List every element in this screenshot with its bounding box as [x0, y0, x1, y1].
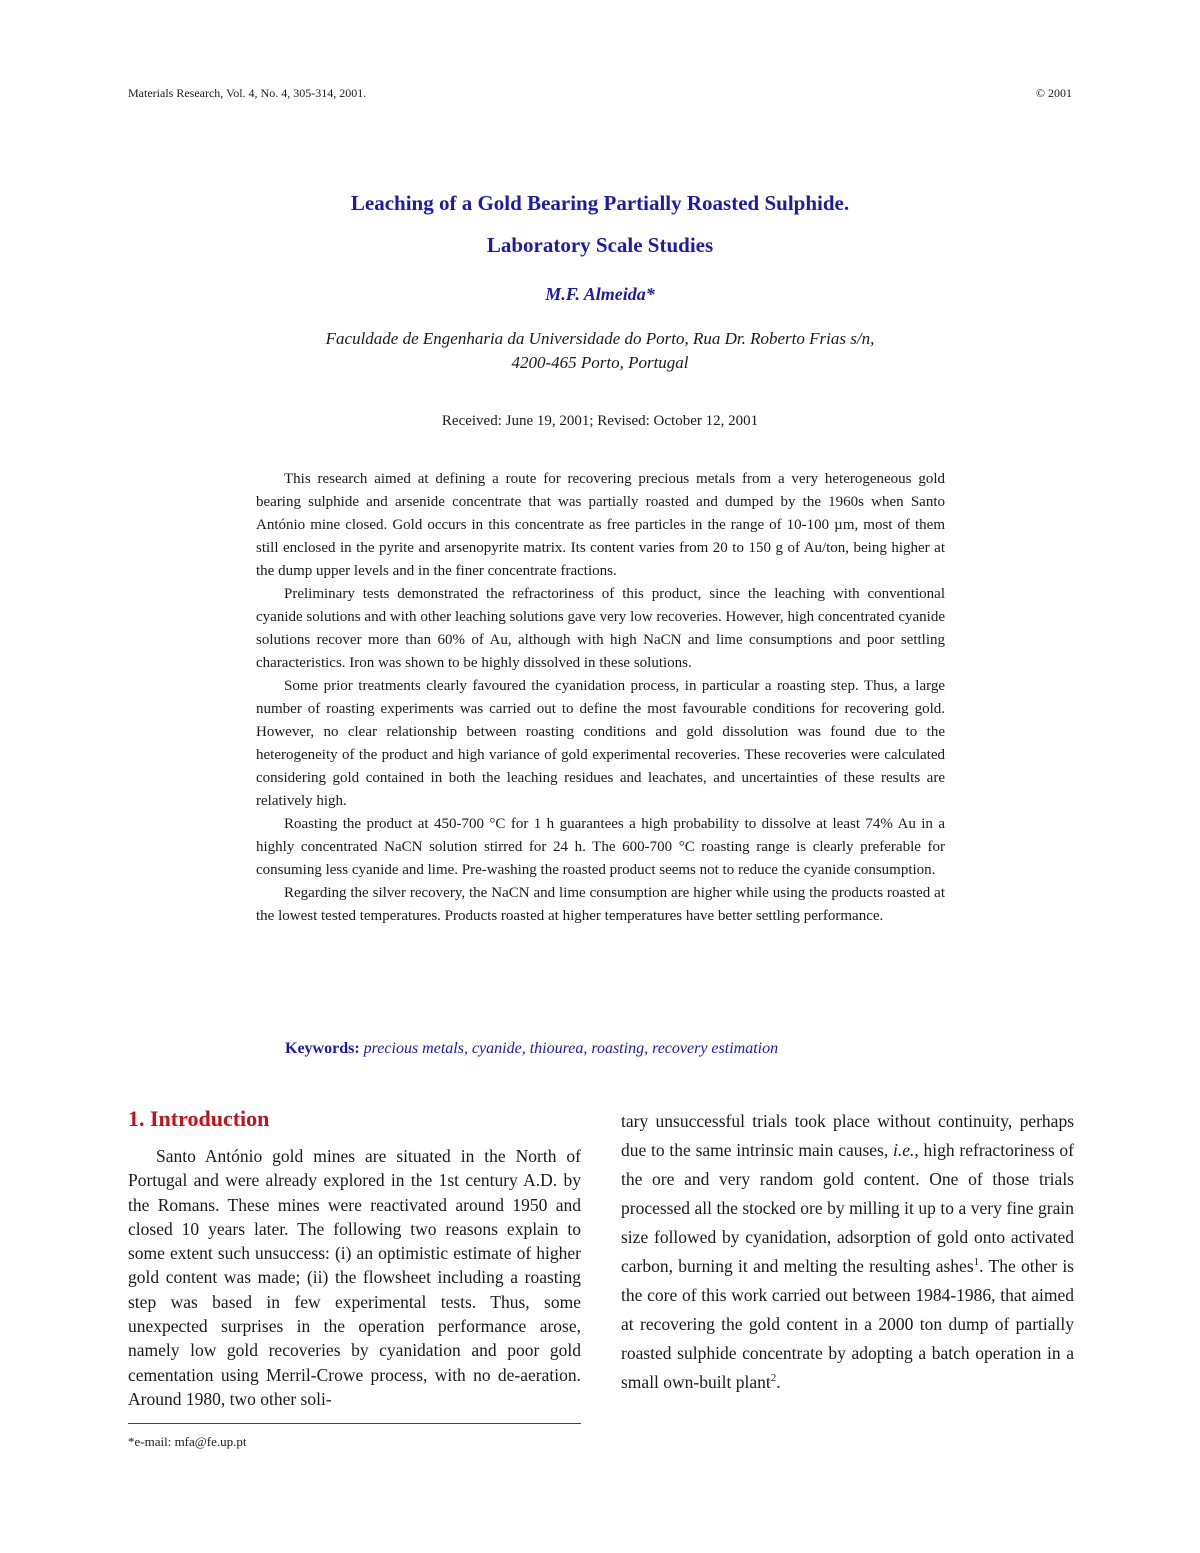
title-line-2: Laboratory Scale Studies	[486, 233, 714, 257]
footnote-divider	[128, 1423, 581, 1424]
affiliation-line-2: 4200-465 Porto, Portugal	[511, 353, 689, 372]
right-column	[621, 1107, 1074, 1397]
section-heading-introduction: 1. Introduction	[128, 1106, 270, 1131]
intro-paragraph-continued	[621, 1107, 1074, 1397]
keywords	[285, 1040, 778, 1058]
left-column	[128, 1106, 581, 1411]
reference-1: 1	[973, 1256, 980, 1269]
author-name: M.F. Almeida*	[545, 284, 655, 304]
abstract-paragraph: Roasting the product at 450-700 °C for 1 h guarantees a high probability to dissolve at least 74% Au in a highly concentrated NaCN solution stirred for 24 h. The 600-700 °C roasting range is clearly preferable for consuming less cyanide and lime. Pre-washing the roasted product seems not to reduce the cyanide consumption.	[256, 816, 945, 878]
running-header	[128, 86, 1072, 101]
footnote-email: *e-mail: mfa@fe.up.pt	[128, 1434, 247, 1449]
abstract-paragraph: Regarding the silver recovery, the NaCN and lime consumption are higher while using the products roasted at the lowest tested temperatures. Products roasted at higher temperatures have better settling performance.	[256, 885, 945, 924]
intro-text: . The other is the core of this work carried out between 1984-1986, that aimed at recovering the gold content in a 2000 ton dump of partially roasted sulphide concentrate by adopting a batch operation in a small own-built plant	[621, 1256, 1074, 1392]
intro-ie: , i.e.	[883, 1140, 915, 1160]
paper-title	[0, 182, 1200, 266]
intro-text: tary unsuccessful trials took place without continuity, perhaps due to the same intrinsic main causes	[621, 1111, 1074, 1160]
affiliation	[0, 327, 1200, 375]
reference-2: 2	[770, 1372, 777, 1385]
abstract	[256, 468, 945, 928]
submission-dates: Received: June 19, 2001; Revised: October 12, 2001	[441, 413, 759, 429]
intro-text: .	[776, 1372, 781, 1392]
affiliation-line-1: Faculdade de Engenharia da Universidade do Porto, Rua Dr. Roberto Frias s/n,	[325, 329, 875, 348]
keywords-list: precious metals, cyanide, thiourea, roasting, recovery estimation	[363, 1040, 779, 1057]
journal-citation: Materials Research, Vol. 4, No. 4, 305-314, 2001.	[128, 86, 367, 100]
abstract-paragraph: This research aimed at defining a route for recovering precious metals from a very heterogeneous gold bearing sulphide and arsenide concentrate that was partially roasted and dumped by the 1960s when Santo António mine closed. Gold occurs in this concentrate as free particles in the range of 10-100 µm, most of them still enclosed in the pyrite and arsenopyrite matrix. Its content varies from 20 to 150 g of Au/ton, being higher at the dump upper levels and in the finer concentrate fractions.	[256, 471, 945, 579]
abstract-paragraph: Preliminary tests demonstrated the refractoriness of this product, since the leaching with conventional cyanide solutions and with other leaching solutions gave very low recoveries. However, high concentrated cyanide solutions recover more than 60% of Au, although with high NaCN and lime consumptions and poor settling characteristics. Iron was shown to be highly dissolved in these solutions.	[256, 586, 945, 671]
intro-text: , high refractoriness of the ore and very random gold content. One of those trials processed all the stocked ore by milling it up to a very fine grain size followed by cyanidation, adsorption of gold onto activated carbon, burning it and melting the resulting ashes	[621, 1140, 1074, 1276]
abstract-paragraph: Some prior treatments clearly favoured the cyanidation process, in particular a roasting step. Thus, a large number of roasting experiments was carried out to define the most favourable conditions for recovering gold. However, no clear relationship between roasting conditions and gold dissolution was found due to the heterogeneity of the product and high variance of gold experimental recoveries. These recoveries were calculated considering gold contained in both the leaching residues and leachates, and uncertainties of these results are relatively high.	[256, 678, 945, 809]
intro-paragraph: Santo António gold mines are situated in the North of Portugal and were already explored in the 1st century A.D. by the Romans. These mines were reactivated around 1950 and closed 10 years later. The following two reasons explain to some extent such unsuccess: (i) an optimistic estimate of higher gold content was made; (ii) the flowsheet including a roasting step was based in few experimental tests. Thus, some unexpected surprises in the operation performance arose, namely low gold recoveries by cyanidation and poor gold cementation using Merril-Crowe process, with no de-aeration. Around 1980, two other soli-	[128, 1146, 581, 1409]
title-line-1: Leaching of a Gold Bearing Partially Roasted Sulphide.	[350, 191, 850, 215]
keywords-label: Keywords:	[285, 1040, 360, 1057]
copyright-notice: © 2001	[1035, 86, 1072, 100]
